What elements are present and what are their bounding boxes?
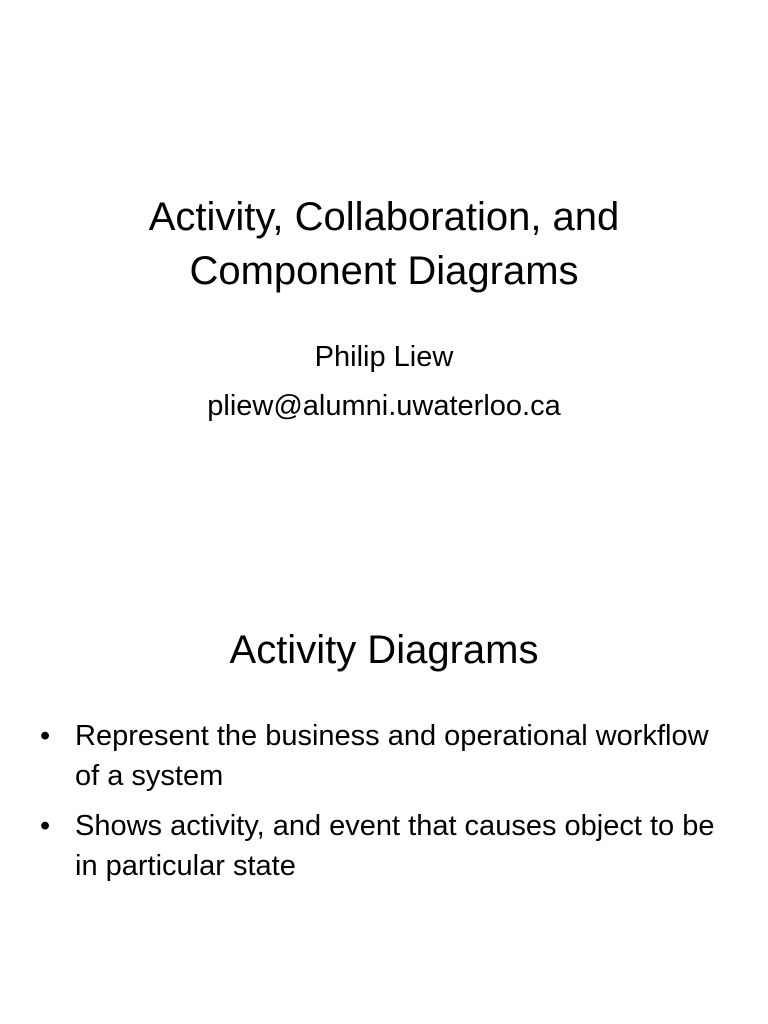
- presentation-title: [0, 190, 768, 298]
- bullet-icon: •: [40, 720, 51, 752]
- content-slide: [0, 512, 768, 1024]
- bullet-item: [40, 806, 720, 886]
- title-line-2: Component Diagrams: [189, 249, 579, 293]
- bullet-item: [40, 716, 720, 796]
- author-info: [0, 333, 768, 431]
- title-line-1: Activity, Collaboration, and: [148, 195, 620, 239]
- slide-heading: Activity Diagrams: [229, 628, 539, 672]
- bullet-icon: •: [40, 810, 51, 842]
- bullet-text: Represent the business and operational workflow of a system: [75, 720, 709, 792]
- author-email: pliew@alumni.uwaterloo.ca: [207, 390, 561, 422]
- bullet-list: [40, 716, 720, 896]
- bullet-text: Shows activity, and event that causes object to be in particular state: [75, 810, 715, 882]
- author-name: Philip Liew: [314, 341, 454, 373]
